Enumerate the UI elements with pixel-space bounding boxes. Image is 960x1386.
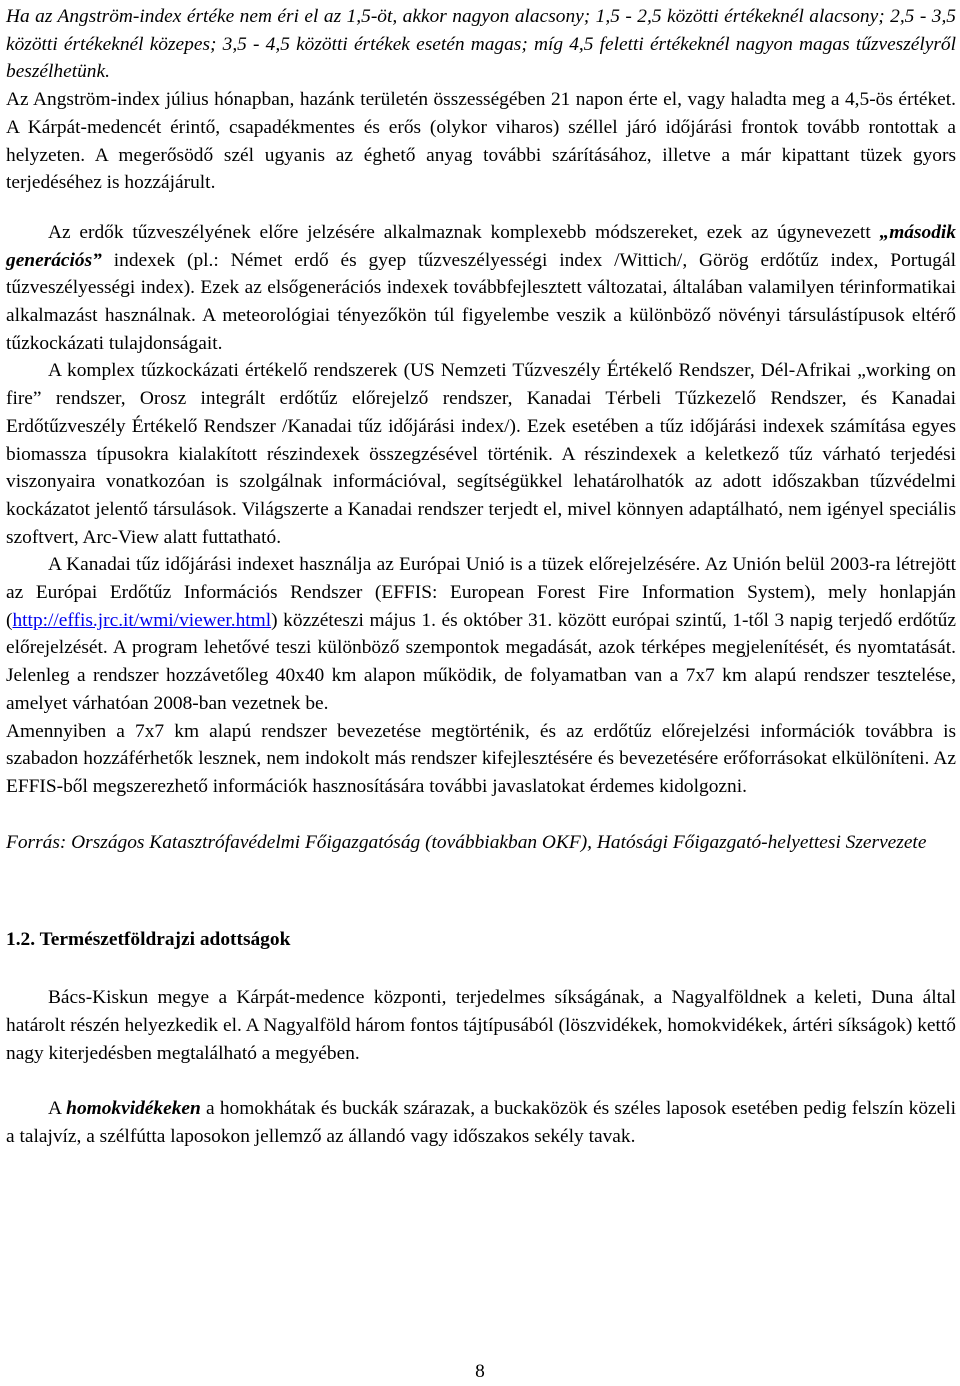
source-citation: Forrás: Országos Katasztrófavédelmi Főigazgatóság (továbbiakban OKF), Hatósági Főigazgató-helyettesi Szervezete: [6, 831, 927, 853]
sand-regions-text-2: a homokhátak és buckák szárazak, a buckaközök és széles laposok esetében pedig felszín közeli a talajvíz, a szélfútta laposokon jellemző az állandó vagy időszakos sekély tavak.: [6, 1098, 957, 1147]
section-heading: 1.2. Természetföldrajzi adottságok: [6, 929, 291, 951]
geography-paragraph: Bács-Kiskun megye a Kárpát-medence központi, terjedelmes síkságának, a Nagyalföldnek a keleti, Duna által határolt részén helyezkedik el. A Nagyalföld három fontos tájtípusából (löszvidékek, homokvidékek, ártéri síkságok) kettő nagy kiterjedésben megtalálható a megyében.: [6, 987, 956, 1064]
sand-regions-paragraph: [6, 1095, 956, 1150]
eu-effis-paragraph: [6, 551, 956, 717]
second-generation-emphasis: „második generációs”: [6, 221, 956, 271]
page-number: 8: [475, 1361, 485, 1382]
second-generation-paragraph: [6, 219, 956, 358]
effis-text-1: A Kanadai tűz időjárási indexet használja az Európai Unió is a tüzek előrejelzésére. Az Unión belül 2003-ra létrejött az Európai Erdőtűz Információs Rendszer (EFFIS: European Forest Fire Information System), mely honlapján (: [6, 554, 956, 631]
angstrom-july-paragraph: Az Angström-index július hónapban, hazánk területén összességében 21 napon érte el, vagy haladta meg a 4,5-ös értéket. A Kárpát-medencét érintő, csapadékmentes és erős (olykor viharos) széllel járó időjárási frontok tovább rontottak a helyzeten. A megerősödő szél ugyanis az éghető anyag további szárításához, illetve a már kipattant tüzek gyors terjedéséhez is hozzájárult.: [6, 89, 956, 194]
effis-text-2: ) közzéteszi május 1. és október 31. között európai szintű, 1-től 3 napig terjedő erdőtűz előrejelzését. A program lehetővé teszi különböző szempontok megadását, azok térképes megjelenítését, és nyomtatását. Jelenleg a rendszer hozzávetőleg 40x40 km alapon működik, de folyamatban van a 7x7 km alapú rendszer tesztelése, amelyet várhatóan 2008-ban vezetnek be.: [6, 609, 956, 714]
effis-link[interactable]: http://effis.jrc.it/wmi/viewer.html: [12, 609, 272, 631]
angstrom-scale-paragraph: Ha az Angström-index értéke nem éri el az 1,5-öt, akkor nagyon alacsony; 1,5 - 2,5 közötti értékeknél alacsony; 2,5 - 3,5 közötti értékeknél közepes; 3,5 - 4,5 közötti értékek esetén magas; míg 4,5 feletti értékeknél nagyon magas tűzveszélyről beszélhetünk.: [6, 6, 956, 83]
second-generation-text-1: Az erdők tűzveszélyének előre jelzésére alkalmaznak komplexebb módszereket, ezek az úgynevezett: [48, 221, 880, 243]
effis-recommendation-paragraph: Amennyiben a 7x7 km alapú rendszer bevezetése megtörténik, és az erdőtűz előrejelzési információk továbbra is szabadon hozzáférhetők lesznek, nem indokolt más rendszer kifejlesztésére és bevezetésére erőforrásokat elkülöníteni. Az EFFIS-ből megszerezhető információk hasznosítására további javaslatokat érdemes kidolgozni.: [6, 720, 956, 797]
second-generation-text-2: indexek (pl.: Német erdő és gyep tűzveszélyességi index /Wittich/, Görög erdőtűz index, Portugál tűzveszélyességi index). Ezek az elsőgenerációs indexek továbbfejlesztett változatai, általában valamilyen térinformatikai alkalmazást használnak. A meteorológiai tényezőkön túl figyelembe veszik a különböző növényi társulástípusok eltérő tűzkockázati tulajdonságait.: [6, 249, 956, 354]
sand-regions-text-1: A: [48, 1098, 67, 1120]
complex-systems-paragraph: A komplex tűzkockázati értékelő rendszerek (US Nemzeti Tűzveszély Értékelő Rendszer, Dél-Afrikai „working on fire” rendszer, Orosz integrált erdőtűz előrejelző rendszer, Kanadai Térbeli Tűzkezelő Rendszer, és Kanadai Erdőtűzveszély Értékelő Rendszer /Kanadai tűz időjárási index/). Ezek esetében a tűz időjárási indexek számítása egyes biomassza típusokra kialakított részindexek összegzésével történik. A részindexek a keletkező tűz várható terjedési viszonyaira vonatkozóan is szolgálnak információval, segítségükkel lehatárolhatók az adott időszakban tűzvédelmi kockázatot jelentő társulások. Világszerte a Kanadai rendszer terjedt el, mivel könnyen adaptálható, nem igényel speciális szoftvert, Arc-View alatt futtatható.: [6, 360, 956, 548]
document-page: [6, 3, 956, 1151]
sand-regions-emphasis: homokvidékeken: [66, 1098, 201, 1120]
